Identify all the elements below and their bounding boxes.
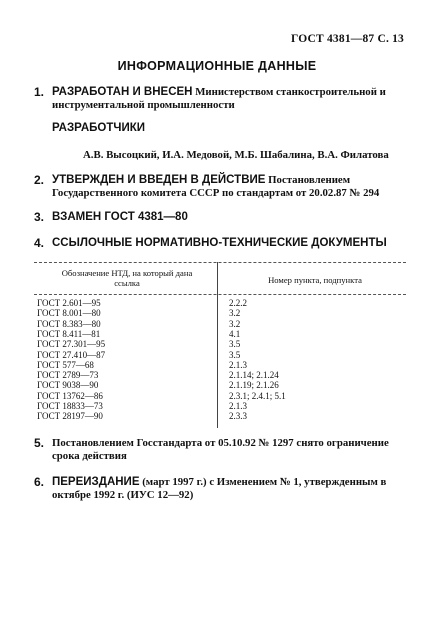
table-cell-ntd: ГОСТ 577—68: [37, 359, 94, 370]
page-title: ИНФОРМАЦИОННЫЕ ДАННЫЕ: [117, 59, 317, 73]
table-cell-point: 2.2.2: [229, 298, 247, 308]
table-cell-ntd: ГОСТ 27.301—95: [37, 339, 106, 350]
section-1-number: 1.: [34, 85, 45, 99]
table-cell-point: 2.3.1; 2.4.1; 5.1: [229, 390, 286, 401]
table-cell-point: 2.3.3: [229, 411, 247, 422]
table-cell-ntd: ГОСТ 2789—73: [37, 370, 99, 381]
table-cell-ntd: ГОСТ 28197—90: [37, 411, 103, 422]
table-cell-ntd: ГОСТ 8.383—80: [37, 318, 101, 329]
section-6-heading: ПЕРЕИЗДАНИЕ: [52, 476, 140, 488]
section-3-number: 3.: [34, 210, 45, 224]
table-header-rule: [34, 294, 406, 295]
table-header-point: Номер пункта, подпункта: [268, 275, 362, 285]
section-3: [34, 211, 404, 224]
table-top-rule: [34, 262, 406, 263]
section-4-number: 4.: [34, 236, 45, 250]
table-cell-point: 2.1.3: [229, 401, 247, 411]
section-6: [34, 476, 404, 502]
table-cell-ntd: ГОСТ 13762—86: [37, 390, 103, 401]
section-5-text: Постановлением Госстандарта от 05.10.92 № 1297 снято ограничение срока действия: [52, 437, 389, 462]
table-cell-point: 3.5: [229, 349, 241, 360]
section-6-text: (март 1997 г.) с Изменением № 1, утвержденным в октябре 1992 г. (ИУС 12—92): [52, 476, 387, 501]
running-header: ГОСТ 4381—87 С. 13: [291, 33, 404, 45]
section-2-text: Постановлением Государственного комитета СССР по стандартам от 20.02.87 № 294: [52, 174, 380, 199]
section-4-heading: ССЫЛОЧНЫЕ НОРМАТИВНО-ТЕХНИЧЕСКИЕ ДОКУМЕНТЫ: [52, 237, 387, 249]
table-cell-ntd: ГОСТ 2.601—95: [37, 298, 101, 308]
section-1: [34, 86, 404, 112]
section-1-text: Министерством станкостроительной и инструментальной промышленности: [52, 86, 386, 111]
developers-title: РАЗРАБОТЧИКИ: [52, 122, 145, 134]
table-cell-point: 3.2: [229, 318, 241, 329]
section-5: [34, 437, 404, 463]
table-cell-ntd: ГОСТ 8.411—81: [37, 328, 101, 339]
table-column-divider: [217, 262, 218, 428]
table-cell-point: 2.1.19; 2.1.26: [229, 380, 279, 391]
section-5-number: 5.: [34, 436, 45, 450]
table-cell-ntd: ГОСТ 27.410—87: [37, 349, 106, 360]
section-6-number: 6.: [34, 475, 45, 489]
table-cell-point: 2.1.14; 2.1.24: [229, 370, 279, 381]
table-cell-point: 4.1: [229, 328, 241, 339]
section-2-heading: УТВЕРЖДЕН И ВВЕДЕН В ДЕЙСТВИЕ: [52, 174, 266, 186]
table-cell-ntd: ГОСТ 9038—90: [37, 380, 99, 391]
section-4: [34, 237, 404, 250]
section-1-heading: РАЗРАБОТАН И ВНЕСЕН: [52, 86, 193, 98]
table-cell-ntd: ГОСТ 8.001—80: [37, 308, 101, 319]
section-2-number: 2.: [34, 173, 45, 187]
table-cell-ntd: ГОСТ 18833—73: [37, 401, 103, 411]
table-cell-point: 3.2: [229, 308, 241, 319]
table-cell-point: 2.1.3: [229, 359, 247, 370]
table-cell-point: 3.5: [229, 339, 241, 350]
section-3-heading: ВЗАМЕН ГОСТ 4381—80: [52, 211, 188, 223]
table-header-ntd: Обозначение НТД, на который дана ссылка: [61, 268, 193, 288]
section-2: [34, 174, 404, 200]
developers-names: А.В. Высоцкий, И.А. Медовой, М.Б. Шабалина, В.А. Филатова: [83, 149, 389, 161]
